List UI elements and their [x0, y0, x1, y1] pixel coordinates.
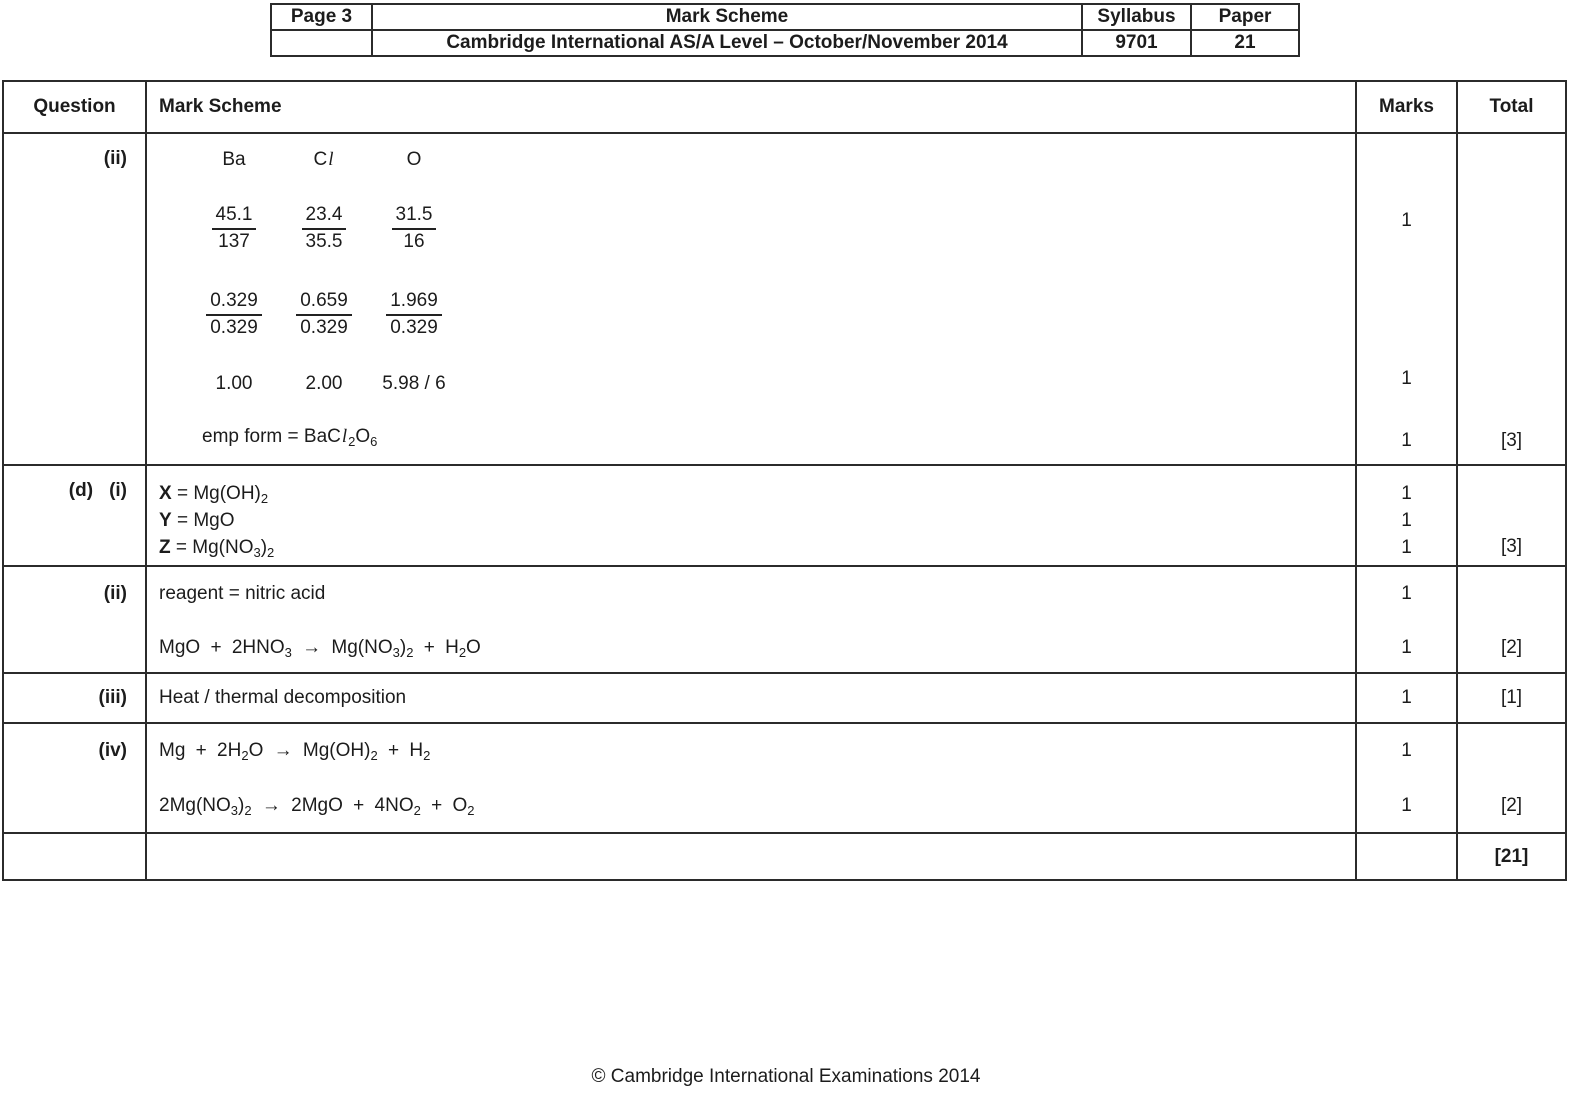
mark-scheme-table [2, 80, 1567, 881]
spacer [159, 395, 1355, 426]
grand-total-value: [21] [1494, 846, 1529, 867]
col-header-marks: Marks [1355, 82, 1456, 132]
fraction: $\frac{23.4}{35.5}$ [279, 203, 369, 254]
question-cell [4, 674, 145, 722]
mark-scheme-cell [145, 674, 1355, 722]
mark-value: 1 [1401, 795, 1412, 816]
mark-value: 1 [1401, 740, 1412, 761]
question-label [4, 480, 127, 502]
col-header-total: Total [1456, 82, 1565, 132]
table-header-row [4, 82, 1565, 132]
mole-ratio-fraction-row [189, 289, 1355, 340]
total-value: [3] [1500, 536, 1523, 557]
marks-cell [1355, 134, 1456, 464]
total-cell [1456, 567, 1565, 672]
mark-scheme-cell [145, 466, 1355, 565]
col-header-mark-scheme: Mark Scheme [145, 82, 1355, 132]
total-cell [1456, 674, 1565, 722]
question-part: (d) [68, 480, 94, 501]
equation-line: MgO + $2HNO_3 \to Mg(NO_3)_2 + H_2O$ [159, 637, 481, 660]
total-cell [1456, 134, 1565, 464]
spacer [1357, 605, 1456, 637]
question-subpart: (i) [109, 480, 127, 501]
fraction: $\frac{45.1}{137}$ [189, 203, 279, 254]
mark-value: 1 [1401, 687, 1412, 708]
answer-line: Heat / thermal decomposition [159, 687, 407, 708]
mark-value: 1 [1401, 430, 1412, 451]
mark-value: 1 [1401, 210, 1412, 231]
empirical-formula-line: emp form = $BaCl_2O_6$ [202, 426, 378, 449]
answer-line: $Z = Mg(NO_3)_2$ [159, 537, 275, 560]
question-cell [4, 466, 145, 565]
mark-scheme-cell [145, 834, 1355, 879]
col-header-question: Question [33, 96, 116, 117]
total-value: [2] [1500, 795, 1523, 816]
total-value: [1] [1500, 687, 1523, 708]
paper-label: Paper [1191, 4, 1299, 30]
ratio-value: 1.00 [215, 373, 253, 394]
copyright-footer: © Cambridge International Examinations 2014 [591, 1066, 981, 1087]
paper-value: 21 [1191, 30, 1299, 56]
total-value: [2] [1500, 637, 1523, 658]
fraction: $\frac{31.5}{16}$ [369, 203, 459, 254]
equation-line: $2Mg(NO_3)_2 \to 2MgO + 4NO_2 + O_2$ [159, 795, 475, 818]
row-d-iv [4, 722, 1565, 832]
fraction: $\frac{0.329}{0.329}$ [189, 289, 279, 340]
mark-value: 1 [1401, 510, 1412, 531]
row-d-iii [4, 672, 1565, 722]
question-label: (ii) [103, 583, 127, 604]
element-symbols-row [189, 148, 1355, 171]
mark-value: 1 [1401, 537, 1412, 558]
total-cell [1456, 834, 1565, 879]
mark-value: 1 [1401, 583, 1412, 604]
marks-cell [1355, 674, 1456, 722]
element-symbol: Ba [222, 149, 246, 170]
answer-line: reagent = nitric acid [159, 583, 326, 604]
doc-title: Mark Scheme [372, 4, 1082, 30]
spacer [159, 605, 1355, 637]
marks-cell [1355, 567, 1456, 672]
mark-scheme-cell [145, 567, 1355, 672]
page-number: Page 3 [271, 4, 372, 30]
fraction: $\frac{1.969}{0.329}$ [369, 289, 459, 340]
row-d-i [4, 464, 1565, 565]
question-cell [4, 724, 145, 832]
syllabus-value: 9701 [1082, 30, 1191, 56]
ratio-value: 2.00 [305, 373, 343, 394]
spacer [1357, 762, 1456, 795]
row-grand-total [4, 832, 1565, 879]
ratio-value: 5.98 / 6 [382, 373, 446, 394]
spacer [159, 340, 1355, 373]
answer-line: Y = MgO [159, 510, 235, 531]
mark-scheme-cell [145, 724, 1355, 832]
doc-header-row-2 [271, 30, 1299, 56]
element-symbol: O [406, 149, 422, 170]
mark-scheme-cell [145, 134, 1355, 464]
doc-header-row-1 [271, 4, 1299, 30]
mark-value: 1 [1401, 368, 1412, 389]
marks-cell [1355, 834, 1456, 879]
element-symbol: Cl [313, 149, 334, 170]
answer-line: $X = Mg(OH)_2$ [159, 483, 269, 506]
spacer [159, 762, 1355, 795]
equation-line: $Mg + 2H_2O \to Mg(OH)_2 + H_2$ [159, 740, 431, 763]
mass-fraction-row [189, 203, 1355, 254]
mark-value: 1 [1401, 483, 1412, 504]
question-label: (iii) [98, 687, 127, 708]
exam-session: Cambridge International AS/A Level – October/November 2014 [372, 30, 1082, 56]
total-value: [3] [1500, 430, 1523, 451]
row-b-ii [4, 132, 1565, 464]
total-cell [1456, 724, 1565, 832]
spacer [159, 171, 1355, 203]
empty-cell [271, 30, 372, 56]
fraction: $\frac{0.659}{0.329}$ [279, 289, 369, 340]
row-d-ii [4, 565, 1565, 672]
question-cell [4, 834, 145, 879]
marks-cell [1355, 466, 1456, 565]
mark-value: 1 [1401, 637, 1412, 658]
question-label: (ii) [103, 148, 127, 169]
doc-header-table [270, 3, 1300, 57]
marks-cell [1355, 724, 1456, 832]
question-label: (iv) [98, 740, 127, 761]
syllabus-label: Syllabus [1082, 4, 1191, 30]
question-cell [4, 567, 145, 672]
total-cell [1456, 466, 1565, 565]
question-cell [4, 134, 145, 464]
ratio-values-row [189, 373, 1355, 395]
spacer [159, 254, 1355, 289]
